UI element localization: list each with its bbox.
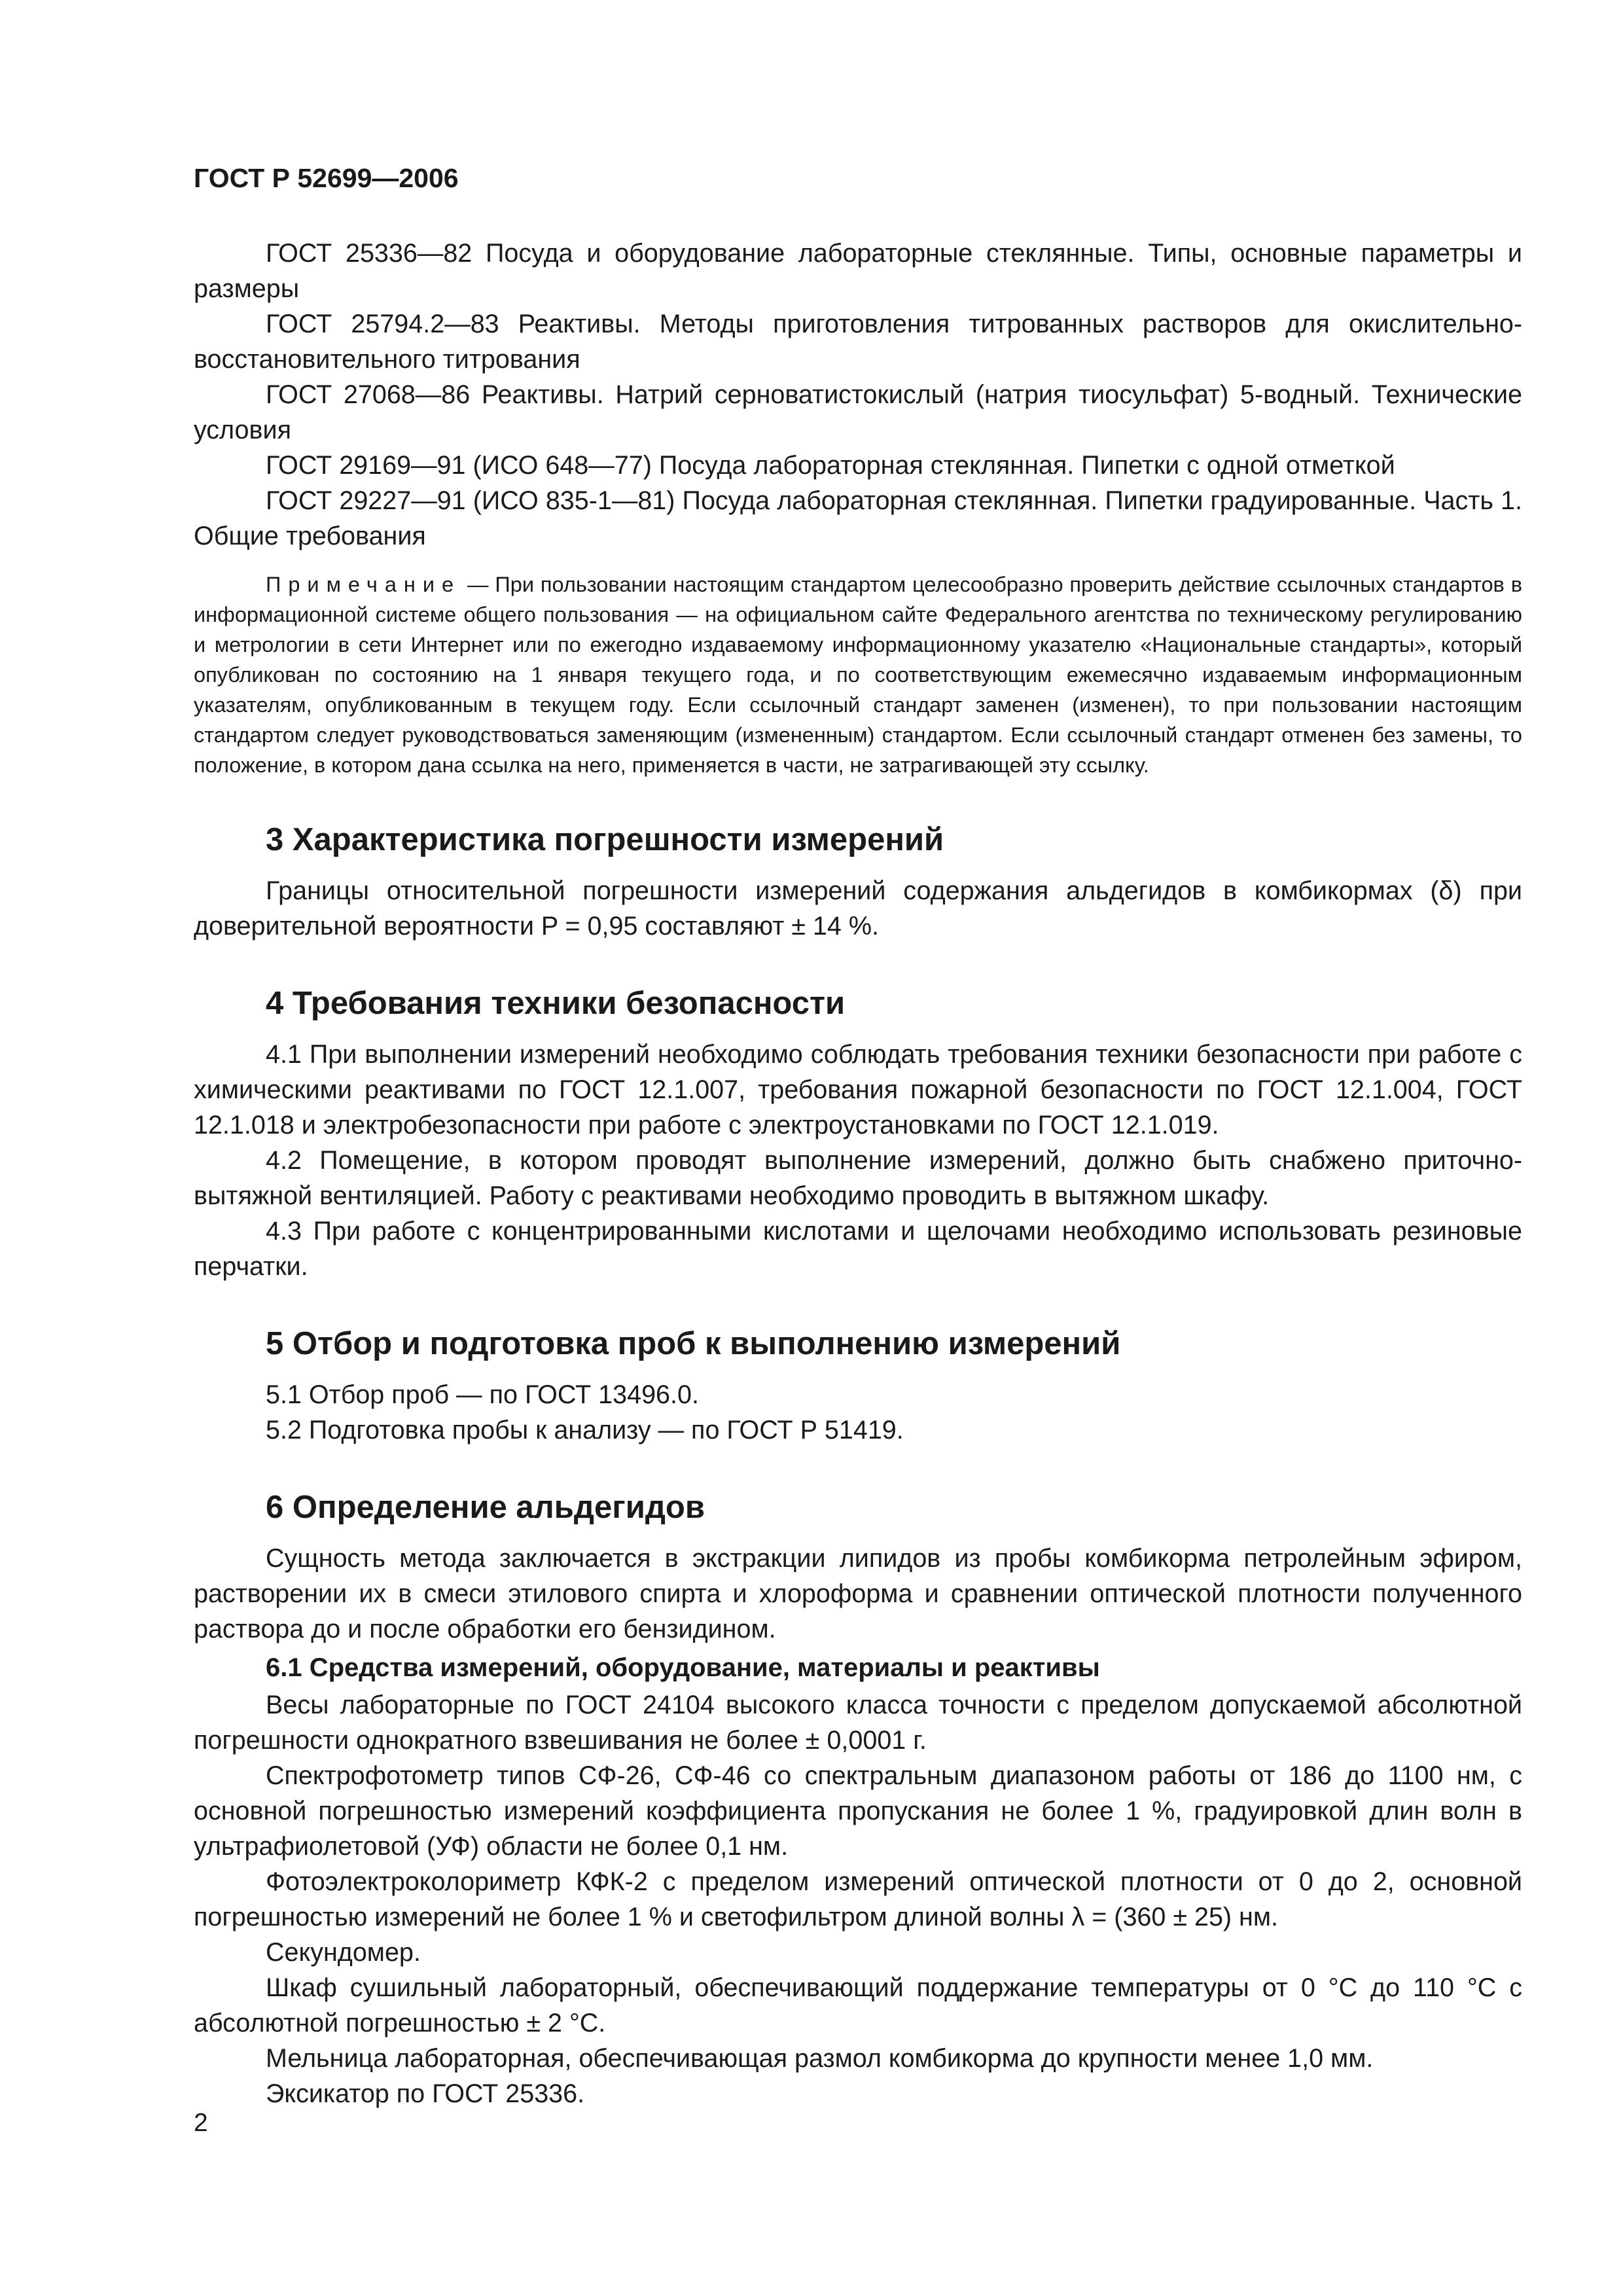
reference-item: ГОСТ 25336—82 Посуда и оборудование лабораторные стеклянные. Типы, основные параметры и размеры — [194, 239, 1522, 303]
paragraph: Секундомер. — [266, 1938, 421, 1967]
reference-item: ГОСТ 25794.2—83 Реактивы. Методы приготовления титрованных растворов для окислительно-восстановительного титрования — [194, 310, 1522, 374]
subsection-heading: 6.1 Средства измерений, оборудование, материалы и реактивы — [266, 1653, 1100, 1682]
paragraph: Спектрофотометр типов СФ-26, СФ-46 со спектральным диапазоном работы от 186 до 1100 нм, с основной погрешностью измерений коэффициента пропускания не более 1 %, градуировкой длин волн в ультрафиолетовой (УФ) области не более 0,1 нм. — [194, 1761, 1522, 1861]
paragraph: 4.3 При работе с концентрированными кислотами и щелочами необходимо использовать резиновые перчатки. — [194, 1217, 1522, 1281]
section-heading: 5 Отбор и подготовка проб к выполнению измерений — [266, 1326, 1121, 1361]
page-content — [194, 236, 1522, 2111]
paragraph: Эксикатор по ГОСТ 25336. — [266, 2079, 585, 2108]
paragraph: Фотоэлектроколориметр КФК-2 с пределом измерений оптической плотности от 0 до 2, основной погрешностью измерений не более 1 % и светофильтром длиной волны λ = (360 ± 25) нм. — [194, 1867, 1522, 1931]
reference-item: ГОСТ 27068—86 Реактивы. Натрий серноватистокислый (натрия тиосульфат) 5-водный. Технические условия — [194, 380, 1522, 444]
section-heading: 3 Характеристика погрешности измерений — [266, 822, 944, 857]
section-5 — [194, 1325, 1522, 1448]
paragraph: 4.1 При выполнении измерений необходимо соблюдать требования техники безопасности при работе с химическими реактивами по ГОСТ 12.1.007, требования пожарной безопасности по ГОСТ 12.1.004, ГОСТ 12.1.018 и электробезопасности при работе с электроустановками по ГОСТ 12.1.019. — [194, 1040, 1522, 1139]
paragraph: 5.2 Подготовка пробы к анализу — по ГОСТ Р 51419. — [266, 1416, 904, 1444]
reference-item: ГОСТ 29227—91 (ИСО 835-1—81) Посуда лабораторная стеклянная. Пипетки градуированные. Часть 1. Общие требования — [194, 486, 1522, 550]
paragraph: Мельница лабораторная, обеспечивающая размол комбикорма до крупности менее 1,0 мм. — [266, 2044, 1374, 2073]
paragraph: Границы относительной погрешности измерений содержания альдегидов в комбикормах (δ) при доверительной вероятности P = 0,95 составляют ± 14 %. — [194, 876, 1522, 941]
section-6 — [194, 1488, 1522, 2111]
page-number: 2 — [194, 2109, 208, 2137]
note-text: — При пользовании настоящим стандартом целесообразно проверить действие ссылочных стандартов в информационной системе общего пользования — на официальном сайте Федерального агентства по техническому регулированию и метрологии в сети Интернет или по ежегодно издаваемому информационному указателю «Национальные стандарты», который опубликован по состоянию на 1 января текущего года, и по соответствующим ежемесячно издаваемым информационным указателям, опубликованным в текущем году. Если ссылочный стандарт заменен (изменен), то при пользовании настоящим стандартом следует руководствоваться заменяющим (измененным) стандартом. Если ссылочный стандарт отменен без замены, то положение, в котором дана ссылка на него, применяется в части, не затрагивающей эту ссылку. — [194, 573, 1522, 777]
section-heading: 4 Требования техники безопасности — [266, 986, 846, 1021]
section-3 — [194, 821, 1522, 944]
section-heading: 6 Определение альдегидов — [266, 1490, 705, 1525]
section-4 — [194, 984, 1522, 1284]
paragraph: Сущность метода заключается в экстракции липидов из пробы комбикорма петролейным эфиром, растворении их в смеси этилового спирта и хлороформа и сравнении оптической плотности полученного раствора до и после обработки его бензидином. — [194, 1544, 1522, 1643]
paragraph: Шкаф сушильный лабораторный, обеспечивающий поддержание температуры от 0 °С до 110 °С с абсолютной погрешностью ± 2 °С. — [194, 1973, 1522, 2037]
note-label: Примечание — [266, 573, 461, 596]
paragraph: 4.2 Помещение, в котором проводят выполнение измерений, должно быть снабжено приточно-вытяжной вентиляцией. Работу с реактивами необходимо проводить в вытяжном шкафу. — [194, 1146, 1522, 1210]
normative-references-list — [194, 236, 1522, 554]
paragraph: 5.1 Отбор проб — по ГОСТ 13496.0. — [266, 1380, 699, 1409]
note — [194, 569, 1522, 780]
reference-item: ГОСТ 29169—91 (ИСО 648—77) Посуда лабораторная стеклянная. Пипетки с одной отметкой — [266, 451, 1395, 480]
document-id: ГОСТ Р 52699—2006 — [194, 163, 459, 193]
paragraph: Весы лабораторные по ГОСТ 24104 высокого класса точности с пределом допускаемой абсолютной погрешности однократного взвешивания не более ± 0,0001 г. — [194, 1691, 1522, 1755]
